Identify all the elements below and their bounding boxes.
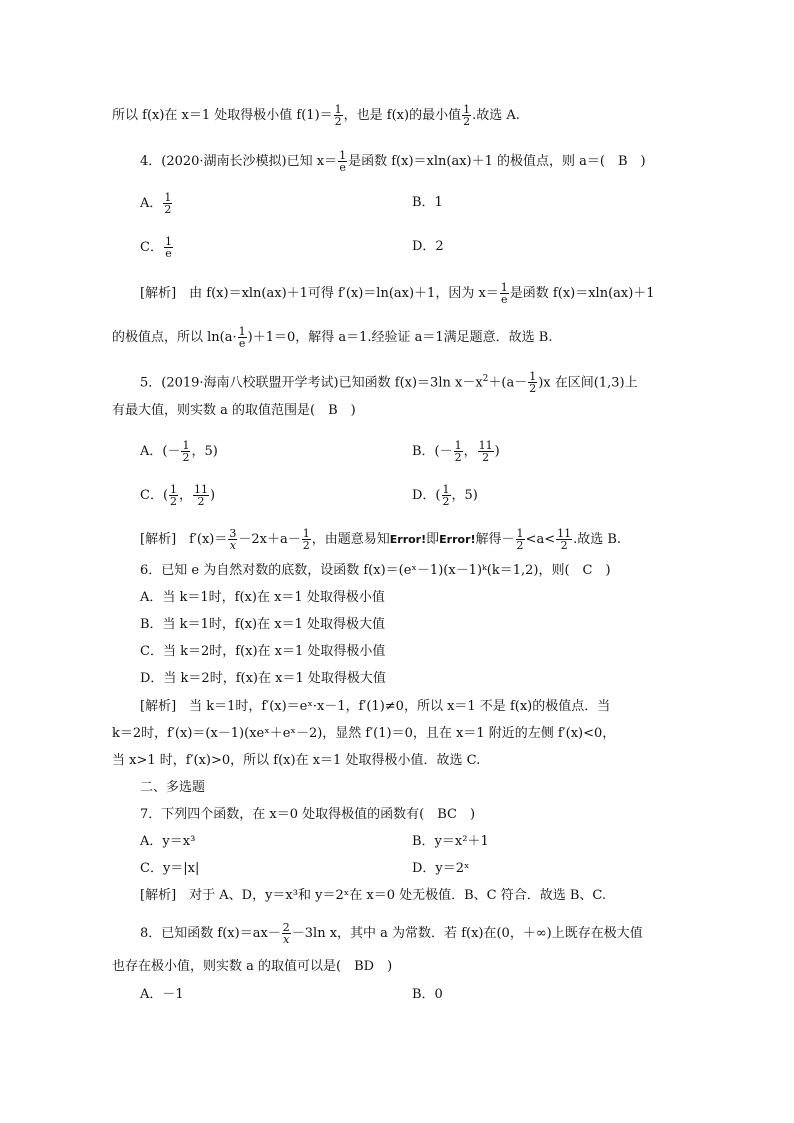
question-7: 7．下列四个函数，在 x＝0 处取得极值的函数有( BC ) (140, 807, 476, 822)
superscript: 2 (482, 374, 489, 384)
text: 是函数 f(x)＝xln(ax)＋1 的极值点，则 a＝( B ) (348, 154, 646, 169)
text: ，由题意易知 (311, 532, 390, 547)
numerator: 1 (170, 483, 178, 496)
text: .故选 B. (573, 532, 622, 547)
solution-line (112, 326, 553, 349)
option-d: D．y＝2ˣ (412, 861, 470, 876)
denominator: 2 (482, 451, 490, 464)
text: D．( (412, 488, 441, 503)
denominator: 2 (334, 115, 342, 128)
numerator: 1 (442, 483, 450, 496)
denominator: 2 (197, 495, 205, 508)
option-a (140, 440, 218, 463)
fraction (163, 192, 172, 215)
solution-line: 当 x>1 时，f′(x)>0，所以 f(x)在 x＝1 处取得极小值．故选 C. (112, 753, 481, 768)
text: C． (140, 240, 163, 255)
fraction (193, 484, 209, 507)
text: ＋(a－ (488, 375, 528, 391)
denominator: 2 (529, 382, 537, 396)
text: B．(－ (412, 444, 453, 459)
section-heading: 二、多选题 (140, 780, 206, 795)
text: 即 (426, 532, 440, 547)
numerator: 1 (339, 149, 347, 162)
text: 所以 f(x)在 x＝1 处取得极小值 f(1)＝ (112, 108, 333, 123)
text: A．(－ (140, 444, 181, 459)
fraction (164, 236, 173, 259)
numerator: 1 (238, 325, 246, 338)
fraction (454, 440, 463, 463)
text: 5．(2019·海南八校联盟开学考试)已知函数 f(x)＝3ln x－x (140, 375, 483, 391)
question-4 (140, 150, 646, 173)
denominator: e (339, 161, 346, 174)
text-line (112, 104, 520, 127)
numerator: 1 (182, 439, 190, 452)
fraction (500, 282, 509, 305)
text: [解析] 由 f(x)＝xln(ax)＋1可得 f′(x)＝ln(ax)＋1，因为 x＝ (140, 286, 499, 301)
denominator: 2 (454, 451, 462, 464)
error-text: Error! (389, 533, 427, 546)
numerator: 11 (478, 439, 493, 452)
option-b (412, 440, 500, 463)
option-d (412, 484, 478, 507)
numerator: 1 (463, 103, 471, 116)
option-c (140, 236, 174, 259)
denominator: x (229, 539, 236, 552)
option-a: A．y＝x³ (140, 834, 196, 849)
text: －2x＋a－ (238, 532, 301, 547)
numerator: 1 (500, 281, 508, 294)
text: ) (210, 488, 216, 503)
fraction (238, 326, 247, 349)
option-a: A．－1 (140, 987, 184, 1002)
text: 的极值点，所以 ln(a· (112, 330, 237, 345)
denominator: 2 (164, 203, 172, 216)
text: A． (140, 196, 163, 211)
text: C．( (140, 488, 169, 503)
text: ，5) (191, 444, 218, 459)
option-c: C．当 k＝2时，f(x)在 x＝1 处取得极小值 (140, 644, 386, 659)
numerator: 1 (529, 370, 537, 384)
option-c: C．y＝|x| (140, 861, 200, 876)
denominator: 2 (182, 451, 190, 464)
text: <a< (525, 532, 556, 547)
text: )＋1＝0，解得 a＝1.经验证 a＝1满足题意．故选 B. (247, 330, 553, 345)
numerator: 3 (229, 527, 237, 540)
denominator: 2 (463, 115, 471, 128)
text: ) (494, 444, 500, 459)
numerator: 1 (516, 527, 524, 540)
denominator: x (283, 933, 290, 946)
option-b: B．当 k＝1时，f(x)在 x＝1 处取得极大值 (140, 617, 385, 632)
numerator: 11 (557, 527, 572, 540)
option-d: D．2 (412, 239, 444, 254)
solution-line: [解析] 当 k＝1时，f′(x)＝eˣ·x－1，f′(1)≠0，所以 x＝1 不是 f(x)的极值点．当 (140, 699, 611, 714)
denominator: 2 (516, 539, 524, 552)
solution-line: k＝2时，f′(x)＝(x－1)(xeˣ＋eˣ－2)，显然 f′(1)＝0，且在 x＝1 附近的左侧 f′(x)<0， (112, 726, 616, 741)
fraction (528, 371, 537, 394)
solution-line: [解析] 对于 A、D，y＝x³和 y＝2ˣ在 x＝0 处无极值．B、C 符合．故选 B、C. (140, 888, 607, 903)
denominator: e (165, 247, 172, 260)
option-b: B．0 (412, 987, 443, 1002)
option-d: D．当 k＝2时，f(x)在 x＝1 处取得极大值 (140, 671, 386, 686)
text: 是函数 f(x)＝xln(ax)＋1 (509, 286, 655, 301)
text: －3ln x，其中 a 为常数．若 f(x)在(0，＋∞)上既存在极大值 (291, 926, 643, 941)
denominator: 2 (560, 539, 568, 552)
option-a: A．当 k＝1时，f(x)在 x＝1 处取得极小值 (140, 590, 385, 605)
fraction (462, 104, 471, 127)
text: 解得－ (475, 532, 515, 547)
numerator: 1 (302, 527, 310, 540)
fraction (338, 150, 347, 173)
solution-line (140, 528, 621, 551)
fraction (334, 104, 343, 127)
fraction (442, 484, 451, 507)
question-5 (140, 370, 638, 394)
error-text: Error! (439, 533, 476, 546)
denominator: 2 (170, 495, 178, 508)
text: ， (179, 488, 193, 503)
option-b: B．1 (412, 195, 443, 210)
numerator: 2 (282, 921, 290, 934)
question-8-cont: 也存在极小值，则实数 a 的取值可以是( BD ) (112, 959, 393, 974)
fraction (556, 528, 572, 551)
question-5-cont: 有最大值，则实数 a 的取值范围是( B ) (112, 403, 356, 418)
fraction (478, 440, 494, 463)
text: .故选 A. (472, 108, 520, 123)
option-b: B．y＝x²＋1 (412, 834, 489, 849)
numerator: 1 (334, 103, 342, 116)
numerator: 1 (164, 191, 172, 204)
text: ，5) (451, 488, 478, 503)
denominator: e (238, 337, 246, 350)
text: ， (463, 444, 477, 459)
fraction (181, 440, 190, 463)
text: 8．已知函数 f(x)＝ax－ (140, 926, 281, 941)
text: [解析] f′(x)＝ (140, 532, 228, 547)
text: )x 在区间(1,3)上 (538, 375, 638, 391)
fraction (169, 484, 178, 507)
option-a (140, 192, 173, 215)
fraction (516, 528, 525, 551)
option-c (140, 484, 215, 507)
fraction (228, 528, 237, 551)
denominator: 2 (302, 539, 310, 552)
fraction (282, 922, 291, 945)
solution-line (140, 282, 655, 305)
denominator: 2 (442, 495, 450, 508)
question-6: 6．已知 e 为自然对数的底数，设函数 f(x)＝(eˣ－1)(x－1)ᵏ(k＝1,2)，则( C ) (140, 563, 611, 578)
denominator: e (501, 293, 508, 306)
text: 4．(2020·湖南长沙模拟)已知 x＝ (140, 154, 338, 169)
numerator: 1 (454, 439, 462, 452)
text: ，也是 f(x)的最小值 (343, 108, 462, 123)
numerator: 11 (194, 483, 209, 496)
numerator: 1 (164, 235, 172, 248)
question-8 (140, 922, 643, 945)
fraction (302, 528, 311, 551)
